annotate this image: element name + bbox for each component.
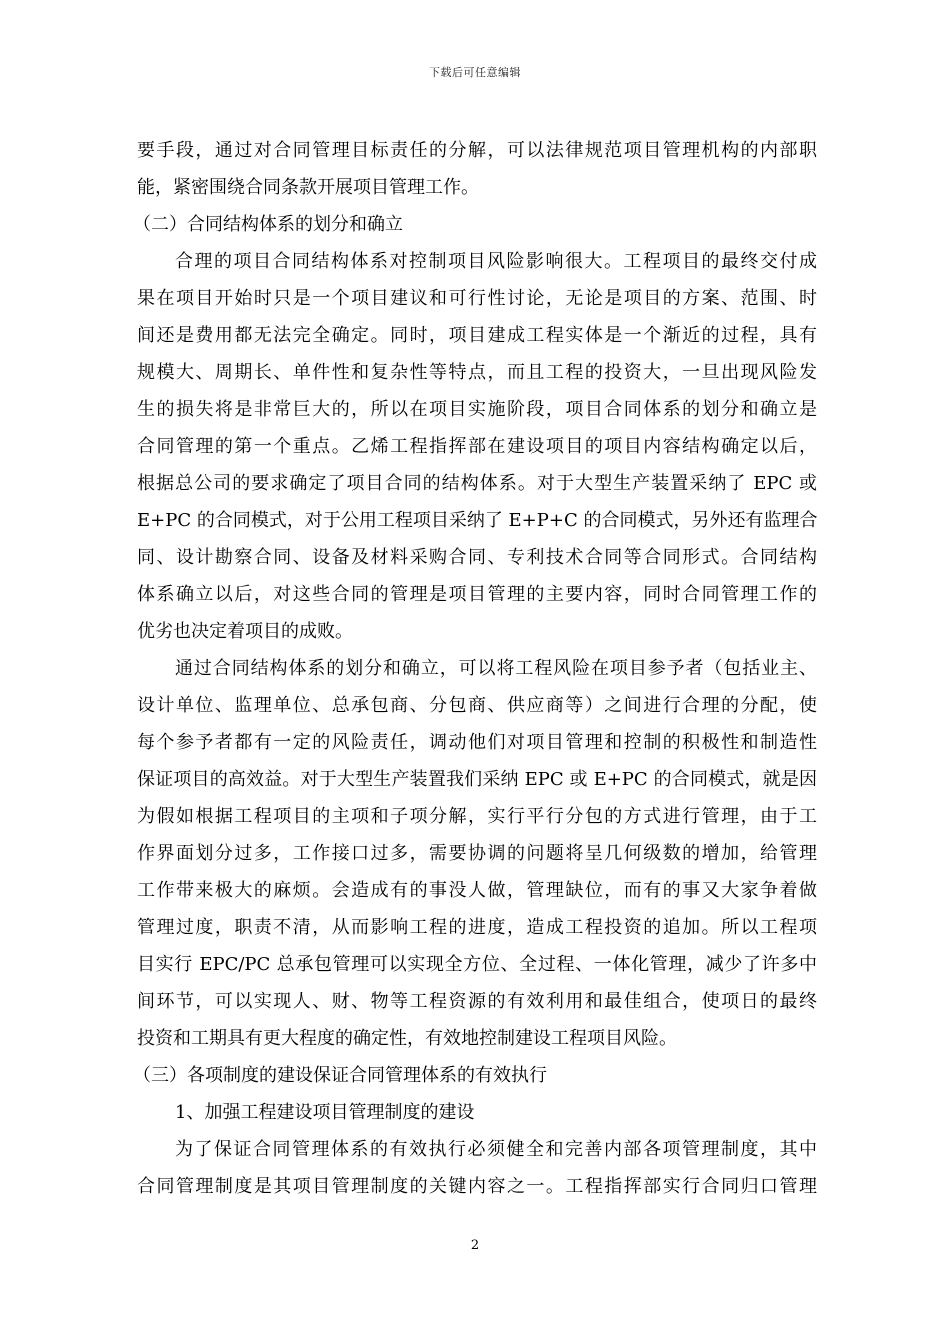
paragraph-line: 目实行 EPC/PC 总承包管理可以实现全方位、全过程、一体化管理，减少了许多中 <box>137 954 817 975</box>
page-number: 2 <box>470 1238 480 1253</box>
paragraph-line: 间还是费用都无法完全确定。同时，项目建成工程实体是一个渐近的过程，具有 <box>137 325 817 346</box>
paragraph-last-line: 能，紧密围绕合同条款开展项目管理工作。 <box>137 177 479 198</box>
paragraph-line: 设计单位、监理单位、总承包商、分包商、供应商等）之间进行合理的分配，使 <box>137 695 817 716</box>
paragraph-line: 管理过度，职责不清，从而影响工程的进度，造成工程投资的追加。所以工程项 <box>137 917 817 938</box>
paragraph-line: 合同管理制度是其项目管理制度的关键内容之一。工程指挥部实行合同归口管理 <box>137 1176 817 1197</box>
paragraph-line: 为假如根据工程项目的主项和子项分解，实行平行分包的方式进行管理，由于工 <box>137 806 817 827</box>
paragraph-line: 保证项目的高效益。对于大型生产装置我们采纳 EPC 或 E+PC 的合同模式，就是因 <box>137 769 817 790</box>
paragraph-first-line: 通过合同结构体系的划分和确立，可以将工程风险在项目参予者（包括业主、 <box>175 658 817 679</box>
paragraph-line: 要手段，通过对合同管理目标责任的分解，可以法律规范项目管理机构的内部职 <box>137 140 817 161</box>
paragraph-last-line: 优劣也决定着项目的成败。 <box>137 621 353 642</box>
paragraph-line: 规模大、周期长、单件性和复杂性等特点，而且工程的投资大，一旦出现风险发 <box>137 362 817 383</box>
paragraph-line: 根据总公司的要求确定了项目合同的结构体系。对于大型生产装置采纳了 EPC 或 <box>137 473 817 494</box>
paragraph-line: 合同管理的第一个重点。乙烯工程指挥部在建设项目的项目内容结构确定以后， <box>137 436 817 457</box>
section-heading: （三）各项制度的建设保证合同管理体系的有效执行 <box>133 1065 547 1086</box>
paragraph-last-line: 投资和工期具有更大程度的确定性，有效地控制建设工程项目风险。 <box>137 1028 677 1049</box>
paragraph-line: 作界面划分过多，工作接口过多，需要协调的问题将呈几何级数的增加，给管理 <box>137 843 817 864</box>
paragraph-first-line: 为了保证合同管理体系的有效执行必须健全和完善内部各项管理制度，其中 <box>175 1139 817 1160</box>
paragraph-line: 生的损失将是非常巨大的，所以在项目实施阶段，项目合同体系的划分和确立是 <box>137 399 817 420</box>
paragraph-line: 每个参予者都有一定的风险责任，调动他们对项目管理和控制的积极性和制造性 <box>137 732 817 753</box>
paragraph-line: 体系确立以后，对这些合同的管理是项目管理的主要内容，同时合同管理工作的 <box>137 584 817 605</box>
paragraph-line: 间环节，可以实现人、财、物等工程资源的有效利用和最佳组合，使项日的最终 <box>137 991 817 1012</box>
body-text <box>133 132 818 1205</box>
page-header: 下载后可任意编辑 <box>429 66 521 79</box>
paragraph-line: E+PC 的合同模式，对于公用工程项目采纳了 E+P+C 的合同模式，另外还有监理合 <box>137 510 818 531</box>
paragraph-line: 同、设计勘察合同、设备及材料采购合同、专利技术合同等合同形式。合同结构 <box>137 547 817 568</box>
paragraph-first-line: 合理的项目合同结构体系对控制项目风险影响很大。工程项目的最终交付成 <box>175 251 817 272</box>
section-heading: （二）合同结构体系的划分和确立 <box>133 214 403 235</box>
paragraph-line: 果在项目开始时只是一个项目建议和可行性讨论，无论是项目的方案、范围、时 <box>137 288 817 309</box>
subsection-heading: 1、加强工程建设项目管理制度的建设 <box>175 1102 475 1123</box>
paragraph-line: 工作带来极大的麻烦。会造成有的事没人做，管理缺位，而有的事又大家争着做 <box>137 880 817 901</box>
